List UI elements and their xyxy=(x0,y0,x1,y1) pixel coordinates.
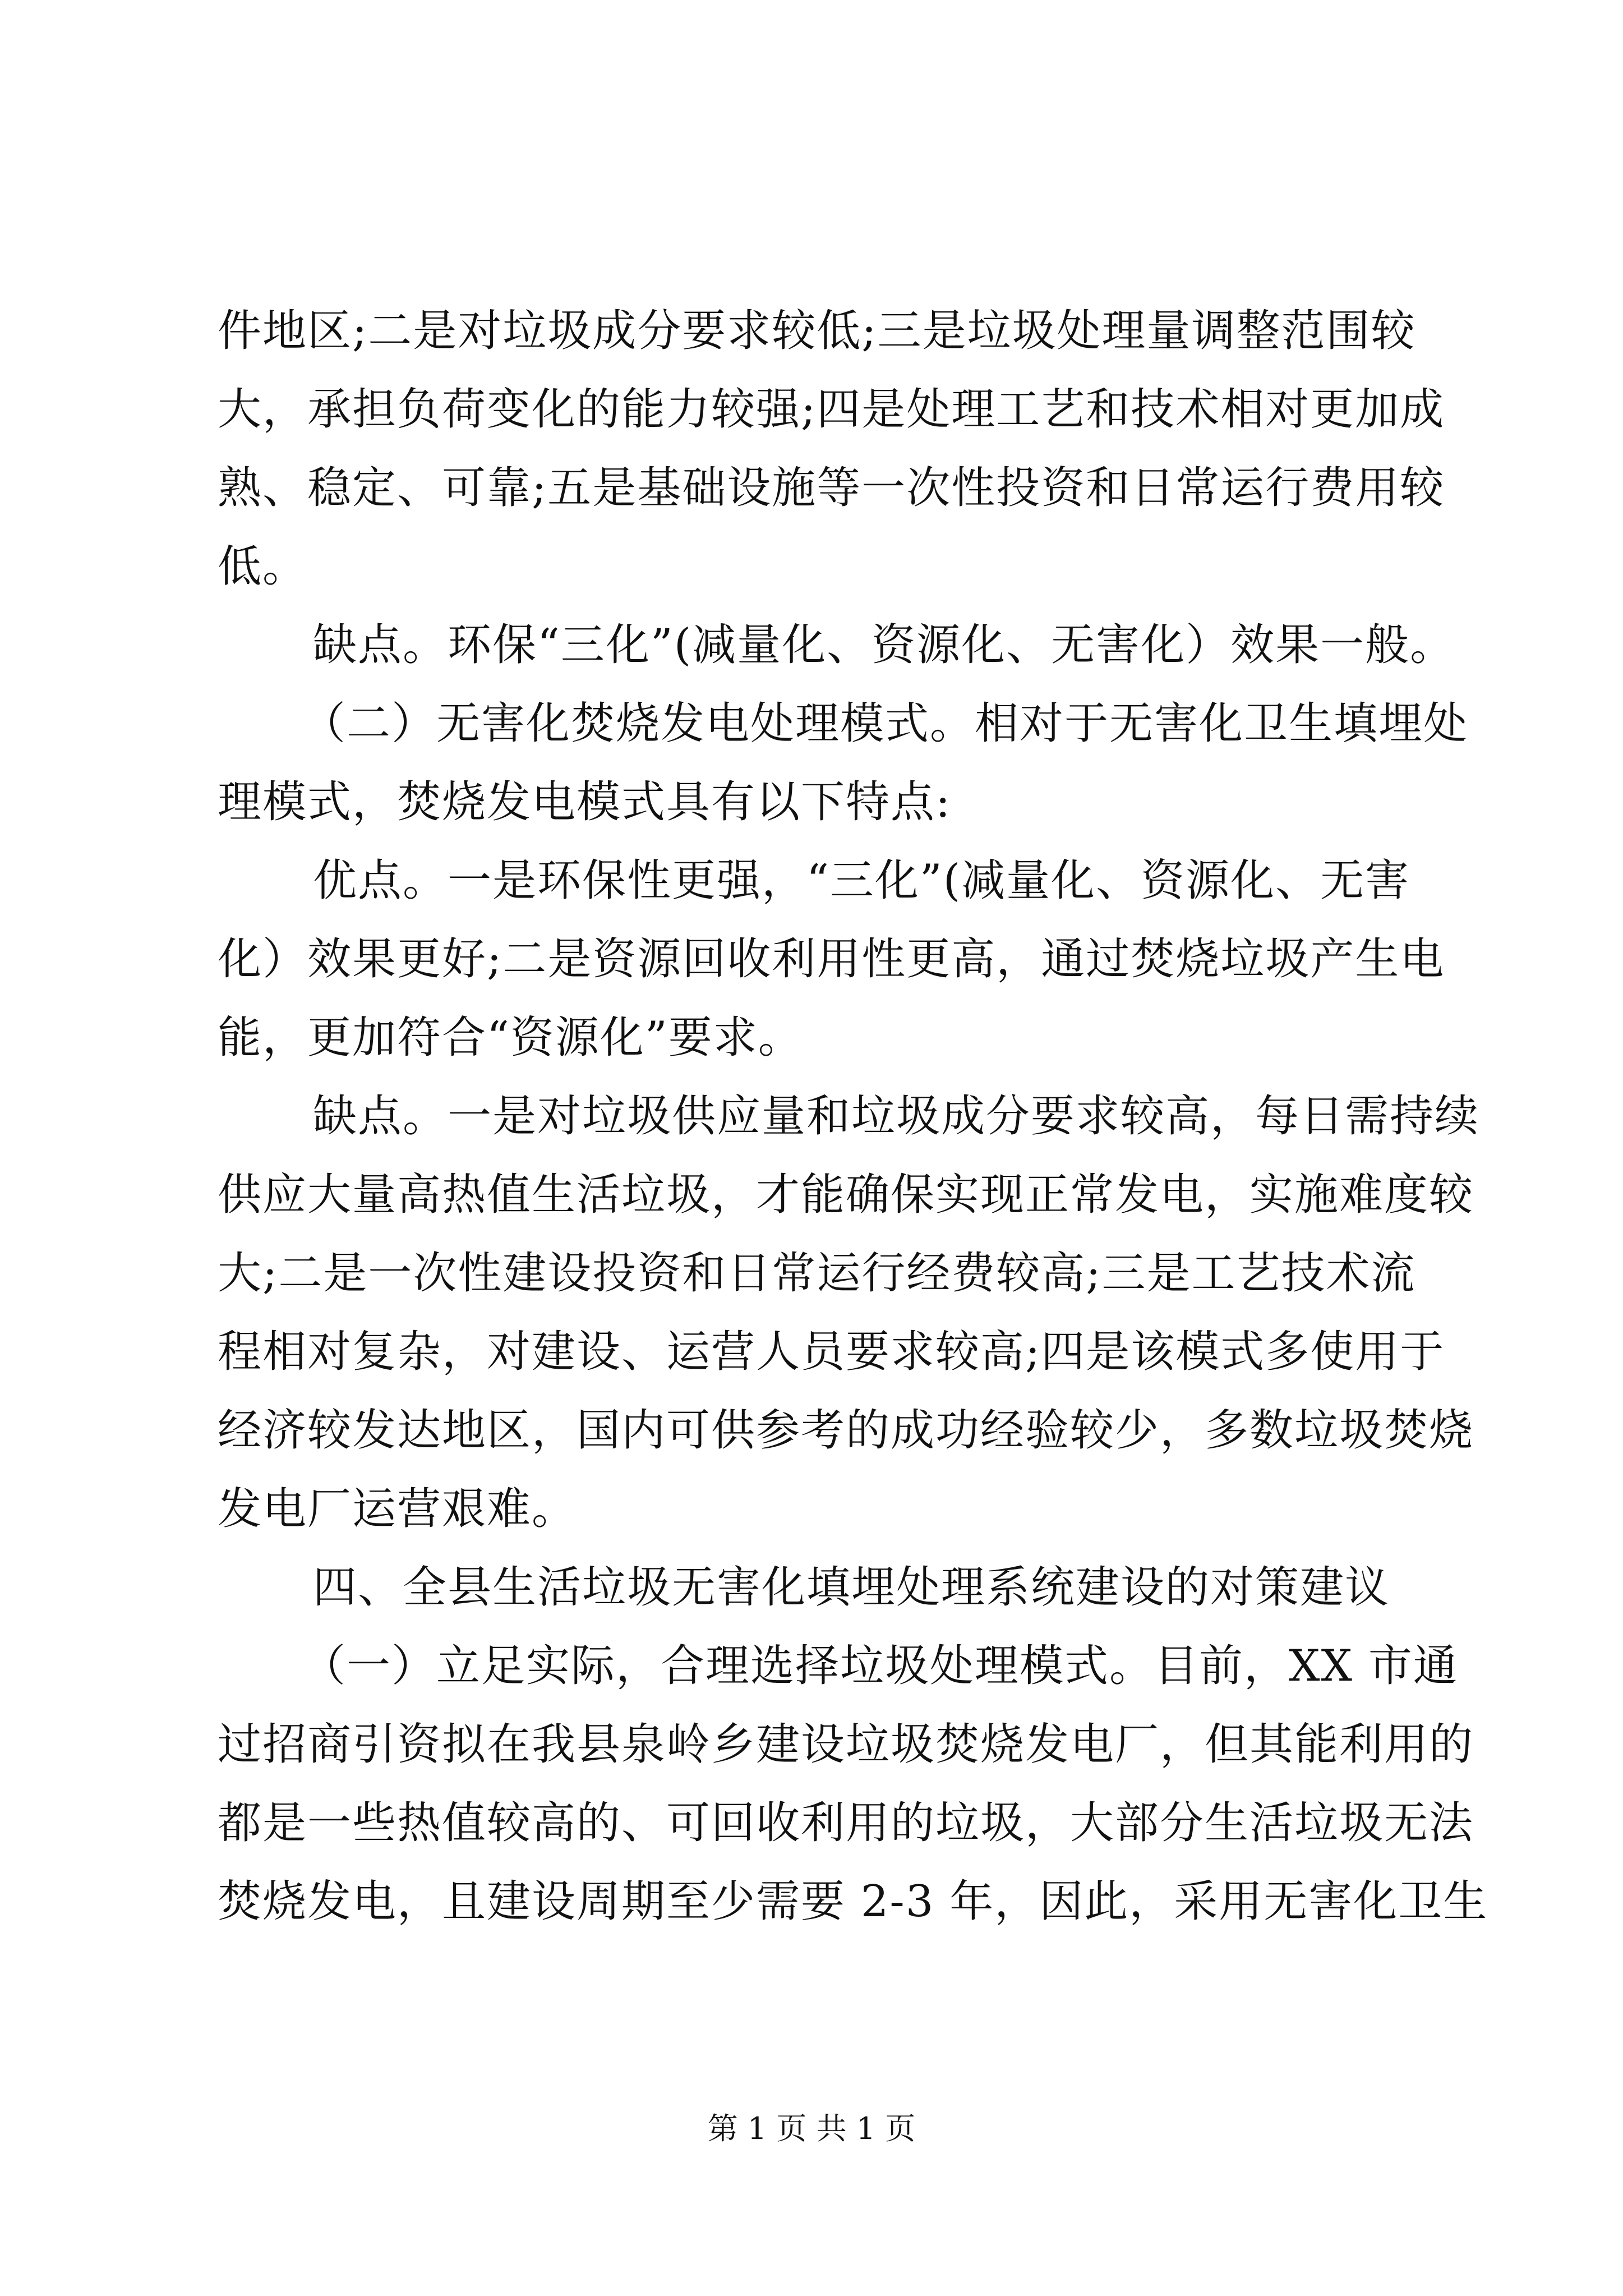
text-line: 发电厂运营艰难。 xyxy=(218,1484,577,1534)
text-line: 大;二是一次性建设投资和日常运行经费较高;三是工艺技术流 xyxy=(218,1248,1416,1299)
document-body xyxy=(218,292,1488,1941)
page-footer: 第 1 页 共 1 页 xyxy=(707,2111,916,2146)
text-line: 化）效果更好;二是资源回收利用性更高，通过焚烧垃圾产生电 xyxy=(218,934,1445,984)
text-line: 程相对复杂，对建设、运营人员要求较高;四是该模式多使用于 xyxy=(218,1327,1445,1377)
text-line: 供应大量高热值生活垃圾，才能确保实现正常发电，实施难度较 xyxy=(218,1170,1474,1220)
text-line: （二）无害化焚烧发电处理模式。相对于无害化卫生填埋处 xyxy=(302,698,1469,749)
text-line: （一）立足实际，合理选择垃圾处理模式。目前，XX 市通 xyxy=(302,1641,1458,1691)
text-line: 过招商引资拟在我县泉岭乡建设垃圾焚烧发电厂，但其能利用的 xyxy=(218,1719,1474,1770)
text-line: 理模式，焚烧发电模式具有以下特点: xyxy=(218,777,952,827)
text-line: 件地区;二是对垃圾成分要求较低;三是垃圾处理量调整范围较 xyxy=(218,306,1416,356)
text-line: 能，更加符合“资源化”要求。 xyxy=(218,1013,803,1063)
text-line: 缺点。环保“三化”(减量化、资源化、无害化）效果一般。 xyxy=(313,620,1455,670)
text-line: 低。 xyxy=(218,541,308,592)
text-line: 熟、稳定、可靠;五是基础设施等一次性投资和日常运行费用较 xyxy=(218,463,1445,513)
text-line: 四、全县生活垃圾无害化填埋处理系统建设的对策建议 xyxy=(313,1562,1390,1613)
text-line: 焚烧发电，且建设周期至少需要 2-3 年，因此，采用无害化卫生 xyxy=(218,1876,1488,1927)
text-line: 大，承担负荷变化的能力较强;四是处理工艺和技术相对更加成 xyxy=(218,384,1445,435)
text-line: 都是一些热值较高的、可回收利用的垃圾，大部分生活垃圾无法 xyxy=(218,1798,1474,1848)
text-line: 缺点。一是对垃圾供应量和垃圾成分要求较高，每日需持续 xyxy=(313,1091,1480,1142)
text-line: 优点。一是环保性更强，“三化”(减量化、资源化、无害 xyxy=(313,855,1410,906)
text-line: 经济较发达地区，国内可供参考的成功经验较少，多数垃圾焚烧 xyxy=(218,1405,1474,1456)
